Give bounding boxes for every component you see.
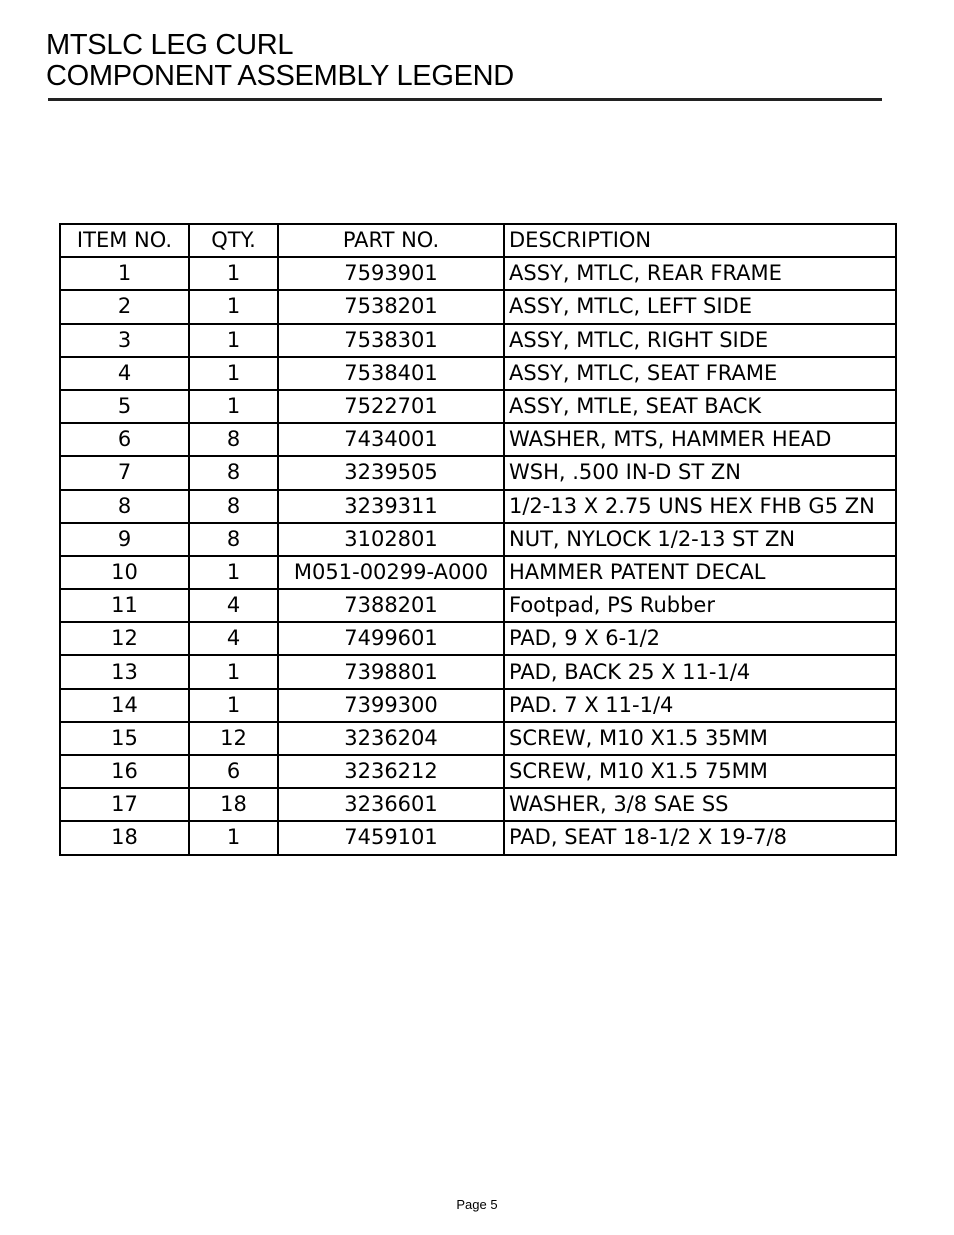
qty-cell: 1 xyxy=(189,689,278,722)
item-no-cell: 16 xyxy=(60,755,189,788)
table-row xyxy=(60,456,896,489)
description-cell: PAD, 9 X 6-1/2 xyxy=(504,622,896,655)
qty-cell: 8 xyxy=(189,523,278,556)
description-cell: ASSY, MTLC, RIGHT SIDE xyxy=(504,324,896,357)
item-no-cell: 5 xyxy=(60,390,189,423)
parts-legend-table xyxy=(59,223,897,856)
table-row xyxy=(60,357,896,390)
description-cell: WSH, .500 IN-D ST ZN xyxy=(504,456,896,489)
qty-cell: 1 xyxy=(189,390,278,423)
qty-cell: 8 xyxy=(189,423,278,456)
part-no-cell: 7593901 xyxy=(278,257,504,290)
part-no-cell: 7538301 xyxy=(278,324,504,357)
item-no-cell: 10 xyxy=(60,556,189,589)
item-no-cell: 1 xyxy=(60,257,189,290)
table-row xyxy=(60,622,896,655)
part-no-cell: 7538201 xyxy=(278,290,504,323)
qty-cell: 18 xyxy=(189,788,278,821)
table-row xyxy=(60,589,896,622)
table-row xyxy=(60,689,896,722)
table-row xyxy=(60,324,896,357)
title-line-2: COMPONENT ASSEMBLY LEGEND xyxy=(46,60,514,92)
table-row xyxy=(60,423,896,456)
item-no-cell: 14 xyxy=(60,689,189,722)
description-cell: ASSY, MTLE, SEAT BACK xyxy=(504,390,896,423)
item-no-cell: 8 xyxy=(60,490,189,523)
description-cell: NUT, NYLOCK 1/2-13 ST ZN xyxy=(504,523,896,556)
description-cell: 1/2-13 X 2.75 UNS HEX FHB G5 ZN xyxy=(504,490,896,523)
description-cell: ASSY, MTLC, SEAT FRAME xyxy=(504,357,896,390)
description-cell: ASSY, MTLC, LEFT SIDE xyxy=(504,290,896,323)
item-no-cell: 6 xyxy=(60,423,189,456)
qty-cell: 4 xyxy=(189,622,278,655)
description-cell: HAMMER PATENT DECAL xyxy=(504,556,896,589)
table-row xyxy=(60,655,896,688)
part-no-cell: 7388201 xyxy=(278,589,504,622)
table-row xyxy=(60,556,896,589)
description-cell: SCREW, M10 X1.5 35MM xyxy=(504,722,896,755)
title-underline xyxy=(48,98,882,101)
table-row xyxy=(60,490,896,523)
part-no-cell: 3236212 xyxy=(278,755,504,788)
description-cell: Footpad, PS Rubber xyxy=(504,589,896,622)
part-no-cell: 3239505 xyxy=(278,456,504,489)
part-no-cell: 7399300 xyxy=(278,689,504,722)
qty-cell: 1 xyxy=(189,821,278,854)
table-row xyxy=(60,257,896,290)
part-no-cell: 7538401 xyxy=(278,357,504,390)
description-cell: ASSY, MTLC, REAR FRAME xyxy=(504,257,896,290)
parts-table-body xyxy=(60,224,896,855)
part-no-cell: 3239311 xyxy=(278,490,504,523)
part-no-cell: 7459101 xyxy=(278,821,504,854)
part-no-cell: 7522701 xyxy=(278,390,504,423)
title-line-1: MTSLC LEG CURL xyxy=(46,29,294,61)
part-no-cell: 7398801 xyxy=(278,655,504,688)
qty-cell: 1 xyxy=(189,324,278,357)
column-header-description: DESCRIPTION xyxy=(504,224,896,257)
item-no-cell: 12 xyxy=(60,622,189,655)
qty-cell: 4 xyxy=(189,589,278,622)
item-no-cell: 17 xyxy=(60,788,189,821)
item-no-cell: 13 xyxy=(60,655,189,688)
item-no-cell: 4 xyxy=(60,357,189,390)
item-no-cell: 11 xyxy=(60,589,189,622)
description-cell: SCREW, M10 X1.5 75MM xyxy=(504,755,896,788)
item-no-cell: 9 xyxy=(60,523,189,556)
column-header-part-no: PART NO. xyxy=(278,224,504,257)
part-no-cell: 7434001 xyxy=(278,423,504,456)
part-no-cell: 7499601 xyxy=(278,622,504,655)
page-number: Page 5 xyxy=(456,1197,498,1212)
column-header-qty: QTY. xyxy=(189,224,278,257)
table-row xyxy=(60,290,896,323)
page-title xyxy=(46,30,514,92)
part-no-cell: 3102801 xyxy=(278,523,504,556)
item-no-cell: 18 xyxy=(60,821,189,854)
qty-cell: 6 xyxy=(189,755,278,788)
item-no-cell: 7 xyxy=(60,456,189,489)
column-header-item-no: ITEM NO. xyxy=(60,224,189,257)
description-cell: WASHER, MTS, HAMMER HEAD xyxy=(504,423,896,456)
table-row xyxy=(60,821,896,854)
description-cell: PAD, SEAT 18-1/2 X 19-7/8 xyxy=(504,821,896,854)
qty-cell: 8 xyxy=(189,456,278,489)
item-no-cell: 3 xyxy=(60,324,189,357)
qty-cell: 1 xyxy=(189,290,278,323)
part-no-cell: 3236601 xyxy=(278,788,504,821)
table-row xyxy=(60,390,896,423)
qty-cell: 1 xyxy=(189,556,278,589)
qty-cell: 1 xyxy=(189,655,278,688)
item-no-cell: 15 xyxy=(60,722,189,755)
item-no-cell: 2 xyxy=(60,290,189,323)
table-row xyxy=(60,755,896,788)
table-row xyxy=(60,788,896,821)
qty-cell: 8 xyxy=(189,490,278,523)
qty-cell: 1 xyxy=(189,257,278,290)
qty-cell: 12 xyxy=(189,722,278,755)
table-row xyxy=(60,523,896,556)
description-cell: PAD, BACK 25 X 11-1/4 xyxy=(504,655,896,688)
qty-cell: 1 xyxy=(189,357,278,390)
table-header-row xyxy=(60,224,896,257)
table-row xyxy=(60,722,896,755)
description-cell: WASHER, 3/8 SAE SS xyxy=(504,788,896,821)
description-cell: PAD. 7 X 11-1/4 xyxy=(504,689,896,722)
part-no-cell: 3236204 xyxy=(278,722,504,755)
part-no-cell: M051-00299-A000 xyxy=(278,556,504,589)
